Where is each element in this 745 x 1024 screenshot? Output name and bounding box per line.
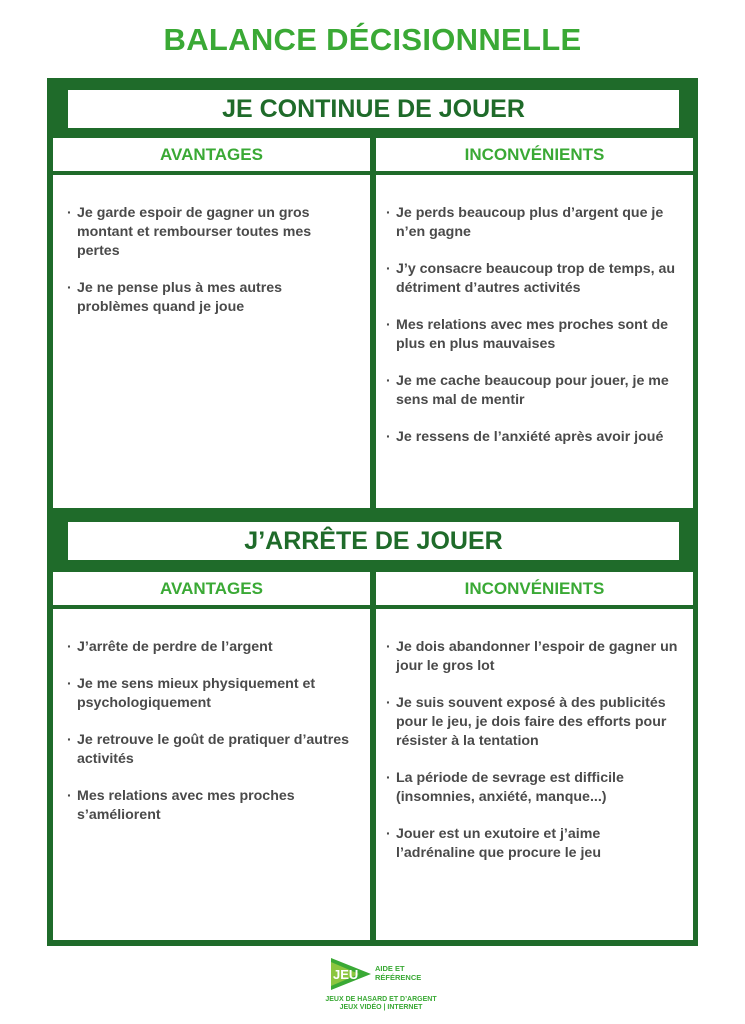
bullet-icon: · <box>386 429 391 445</box>
list-item-text: Mes relations avec mes proches sont de plus en plus mauvaises <box>396 317 669 352</box>
logo-mark-text: JEU <box>333 967 359 982</box>
list-item <box>67 204 350 261</box>
page-title: BALANCE DÉCISIONNELLE <box>163 22 582 57</box>
section-continue-avantages-list <box>53 175 370 508</box>
bullet-icon: · <box>386 639 391 655</box>
section-continue-inconvenients-header: INCONVÉNIENTS <box>376 138 693 171</box>
list-item <box>386 428 679 447</box>
list-item <box>386 372 679 410</box>
section-continue-heading: JE CONTINUE DE JOUER <box>68 90 679 128</box>
list-item-text: J’y consacre beaucoup trop de temps, au détriment d’autres activités <box>396 261 676 296</box>
bullet-icon: · <box>386 770 391 786</box>
section-continue-panel <box>47 78 698 512</box>
list-item <box>386 694 679 751</box>
list-item-text: Je perds beaucoup plus d’argent que je n’en gagne <box>396 205 664 240</box>
list-item-text: Je me sens mieux physiquement et psychologiquement <box>77 676 316 711</box>
list-item-text: Mes relations avec mes proches s’améliorent <box>77 788 295 823</box>
list-item-text: Je dois abandonner l’espoir de gagner un jour le gros lot <box>396 639 678 674</box>
bullet-icon: · <box>67 280 72 296</box>
section-arrete-inconvenients-list <box>376 609 693 940</box>
list-item <box>386 204 679 242</box>
logo-line2: RÉFÉRENCE <box>375 973 422 982</box>
list-item-text: Je ne pense plus à mes autres problèmes quand je joue <box>77 280 283 315</box>
bullet-icon: · <box>386 695 391 711</box>
section-arrete-heading: J’ARRÊTE DE JOUER <box>68 522 679 560</box>
jeu-aide-reference-logo <box>325 958 437 1016</box>
list-item <box>386 638 679 676</box>
list-item-text: Je ressens de l’anxiété après avoir joué <box>396 429 664 445</box>
list-item-text: J’arrête de perdre de l’argent <box>77 639 273 655</box>
logo-line1: AIDE ET <box>375 964 405 973</box>
bullet-icon: · <box>386 205 391 221</box>
bullet-icon: · <box>67 639 72 655</box>
bullet-icon: · <box>67 732 72 748</box>
bullet-icon: · <box>386 317 391 333</box>
list-item-text: Je garde espoir de gagner un gros montant et rembourser toutes mes pertes <box>77 205 312 259</box>
list-item <box>67 731 350 769</box>
list-item <box>386 260 679 298</box>
list-item <box>67 279 350 317</box>
list-item-text: La période de sevrage est difficile (insomnies, anxiété, manque...) <box>396 770 624 805</box>
section-arrete-inconvenients-header: INCONVÉNIENTS <box>376 572 693 605</box>
section-arrete-avantages-header: AVANTAGES <box>53 572 370 605</box>
section-arrete-panel <box>47 512 698 946</box>
section-continue-inconvenients-list <box>376 175 693 508</box>
bullet-icon: · <box>386 261 391 277</box>
list-item <box>67 675 350 713</box>
list-item-text: Je retrouve le goût de pratiquer d’autres activités <box>77 732 349 767</box>
logo-mark-icon <box>331 958 371 990</box>
list-item <box>67 787 350 825</box>
list-item <box>386 769 679 807</box>
bullet-icon: · <box>67 788 72 804</box>
list-item <box>386 825 679 863</box>
bullet-icon: · <box>67 676 72 692</box>
list-item-text: Je me cache beaucoup pour jouer, je me sens mal de mentir <box>396 373 669 408</box>
list-item-text: Je suis souvent exposé à des publicités pour le jeu, je dois faire des efforts pour résister à la tentation <box>396 695 667 749</box>
list-item <box>386 316 679 354</box>
section-continue-avantages-header: AVANTAGES <box>53 138 370 171</box>
bullet-icon: · <box>386 826 391 842</box>
logo-sub1: JEUX DE HASARD ET D’ARGENT <box>325 996 437 1003</box>
section-arrete-avantages-list <box>53 609 370 940</box>
list-item-text: Jouer est un exutoire et j’aime l’adrénaline que procure le jeu <box>396 826 601 861</box>
logo-sub2: JEUX VIDÉO | INTERNET <box>339 1004 423 1011</box>
bullet-icon: · <box>67 205 72 221</box>
list-item <box>67 638 350 657</box>
bullet-icon: · <box>386 373 391 389</box>
